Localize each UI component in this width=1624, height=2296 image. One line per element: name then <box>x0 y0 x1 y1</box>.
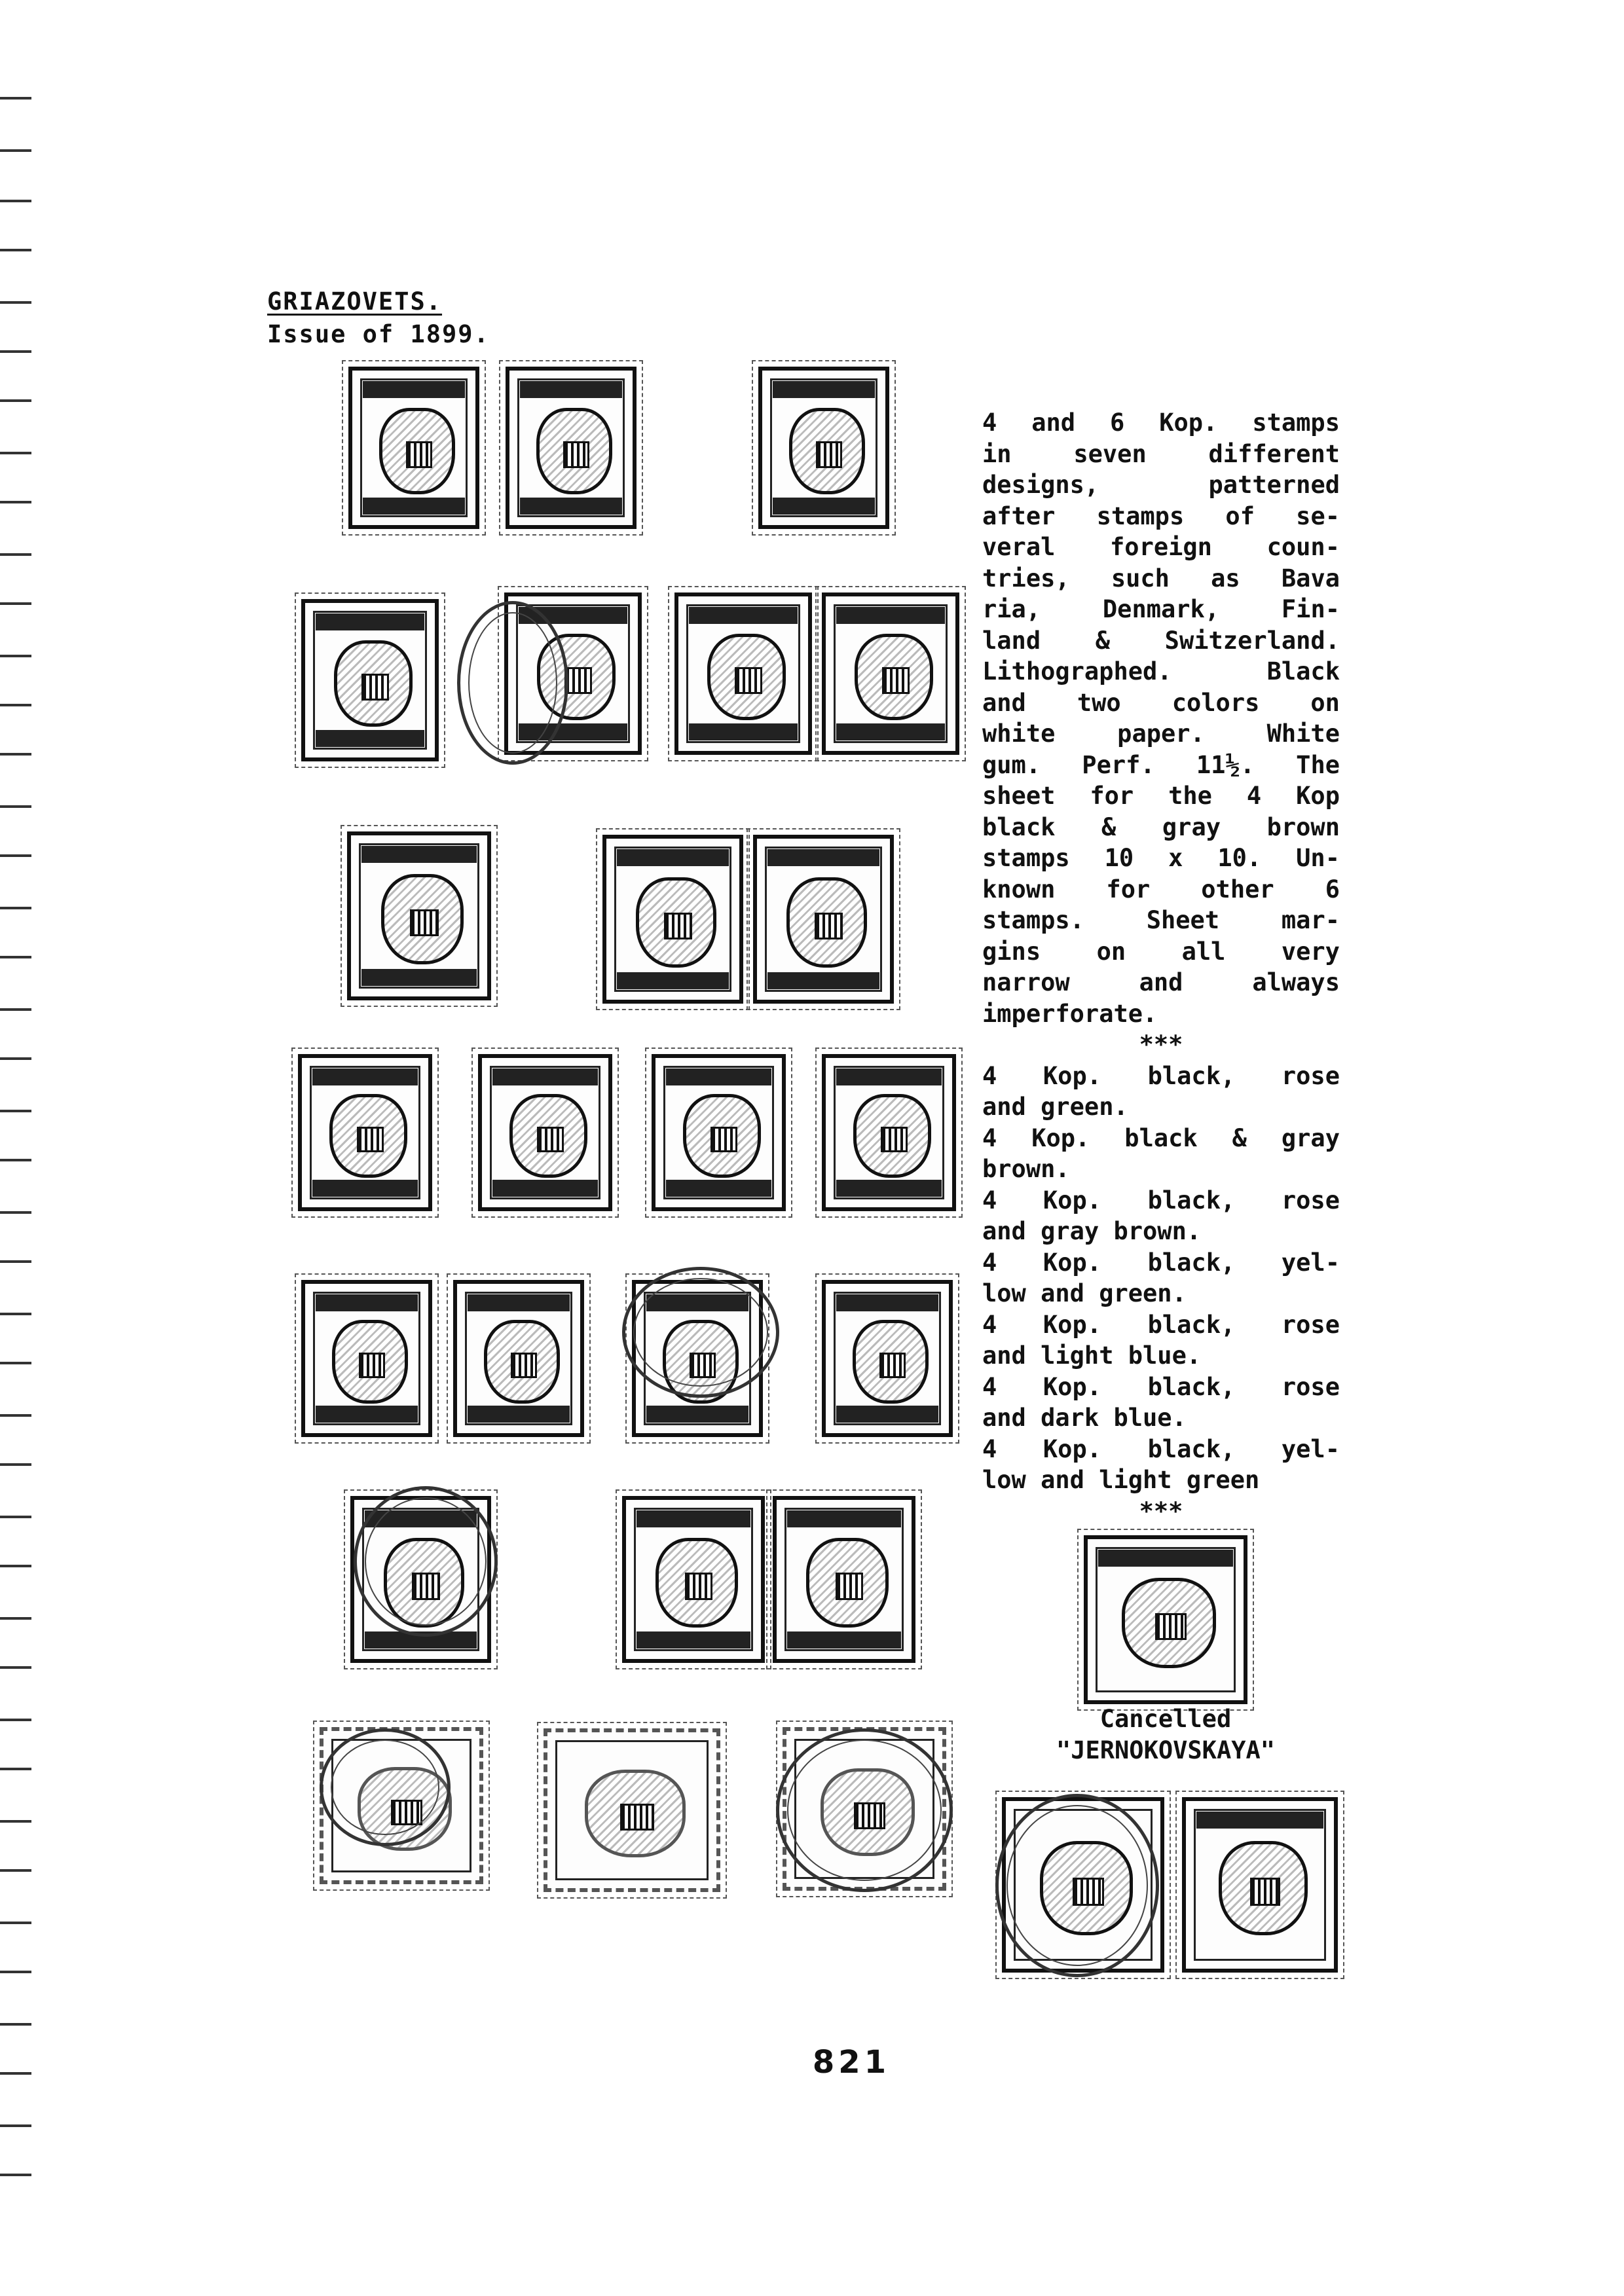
stamp-image <box>347 831 491 1000</box>
coat-of-arms-emblem <box>379 408 454 495</box>
seated-figure-emblem <box>786 877 868 968</box>
margin-tick <box>0 2174 31 2176</box>
caption-cancelled: Cancelled <box>1099 1705 1232 1733</box>
crown-emblem <box>484 1320 559 1404</box>
margin-tick <box>0 1617 31 1620</box>
description-line: and green. <box>982 1093 1128 1121</box>
description-line: 4 and 6 Kop. stamps <box>982 409 1340 437</box>
standing-figure-emblem <box>509 1094 587 1178</box>
margin-tick <box>0 97 31 100</box>
issue-subtitle: Issue of 1899. <box>267 320 490 348</box>
margin-tick <box>0 1057 31 1060</box>
postmark-cancel <box>354 1486 498 1637</box>
stamp-image <box>758 367 889 529</box>
description-line: imperforate. <box>982 999 1158 1028</box>
description-line: gum. Perf. 11½. The <box>982 750 1340 779</box>
description-line: low and light green <box>982 1466 1260 1494</box>
margin-tick <box>0 956 31 958</box>
stamp-image <box>453 1280 584 1437</box>
description-line: and light blue. <box>982 1341 1202 1370</box>
standing-figure-emblem <box>683 1094 760 1178</box>
stamp-image <box>622 1496 765 1663</box>
description-line: stamps 10 x 10. Un- <box>982 844 1340 872</box>
crowned-arms-emblem <box>1122 1578 1215 1668</box>
margin-tick <box>0 350 31 353</box>
stamp-image <box>544 1728 720 1892</box>
crowned-arms-emblem <box>1219 1841 1308 1935</box>
description-line: 4 Kop. black & gray <box>982 1123 1340 1152</box>
postmark-cancel <box>457 601 568 765</box>
stamp-image <box>602 835 743 1004</box>
description-line: brown. <box>982 1155 1070 1183</box>
stamp-image <box>822 1054 956 1211</box>
stamp-image <box>1084 1535 1247 1704</box>
description-line: *** <box>1139 1497 1183 1525</box>
seated-figure-emblem <box>636 877 717 968</box>
description-line: known for other 6 <box>982 875 1340 903</box>
description-line: in seven different <box>982 439 1340 468</box>
postmark-cancel <box>622 1267 779 1398</box>
margin-tick <box>0 1260 31 1263</box>
coat-of-arms-emblem <box>855 634 934 721</box>
postmark-cancel <box>776 1728 953 1892</box>
margin-tick <box>0 1666 31 1669</box>
stamp-image <box>301 599 439 761</box>
margin-tick <box>0 1414 31 1417</box>
margin-tick <box>0 301 31 304</box>
postmark-cancel <box>320 1728 451 1846</box>
description-line: after stamps of se- <box>982 501 1340 530</box>
margin-tick <box>0 1211 31 1214</box>
page-number: 821 <box>812 2044 891 2081</box>
margin-tick <box>0 149 31 152</box>
description-line: tries, such as Bava <box>982 564 1340 592</box>
margin-tick <box>0 200 31 202</box>
description-line: white paper. White <box>982 720 1340 748</box>
margin-tick <box>0 553 31 556</box>
oval-arms-emblem <box>655 1538 737 1627</box>
standing-figure-emblem <box>853 1094 931 1178</box>
standing-figure-emblem <box>329 1094 407 1178</box>
margin-tick <box>0 805 31 808</box>
seated-figure-emblem <box>381 874 464 964</box>
description-line: 4 Kop. black, rose <box>982 1310 1340 1339</box>
description-line: land & Switzerland. <box>982 626 1340 655</box>
description-line: 4 Kop. black, yel- <box>982 1248 1340 1277</box>
stamp-image <box>506 367 637 529</box>
margin-tick <box>0 1565 31 1567</box>
description-line: and gray brown. <box>982 1217 1202 1245</box>
coat-of-arms-emblem <box>585 1770 686 1857</box>
description-line: *** <box>1139 1030 1183 1059</box>
coat-of-arms-emblem <box>334 640 413 727</box>
description-line: veral foreign coun- <box>982 533 1340 561</box>
oval-arms-emblem <box>806 1538 888 1627</box>
description-line: sheet for the 4 Kop <box>982 782 1340 810</box>
stamp-image <box>753 835 894 1004</box>
margin-tick <box>0 655 31 657</box>
crown-emblem <box>853 1320 928 1404</box>
stamp-image <box>298 1054 432 1211</box>
margin-tick <box>0 1768 31 1770</box>
margin-tick <box>0 1922 31 1924</box>
coat-of-arms-emblem <box>789 408 864 495</box>
margin-tick <box>0 1362 31 1364</box>
coat-of-arms-emblem <box>536 408 612 495</box>
margin-tick <box>0 2124 31 2127</box>
margin-tick <box>0 907 31 909</box>
margin-tick <box>0 704 31 706</box>
description-line: 4 Kop. black, rose <box>982 1061 1340 1090</box>
margin-tick <box>0 2023 31 2026</box>
crown-emblem <box>332 1320 407 1404</box>
margin-tick <box>0 1516 31 1518</box>
description-line: narrow and always <box>982 968 1340 996</box>
stamp-image <box>674 592 812 755</box>
description-line: Lithographed. Black <box>982 657 1340 685</box>
description-line: low and green. <box>982 1279 1187 1307</box>
margin-tick <box>0 1869 31 1872</box>
description-line: black & gray brown <box>982 812 1340 841</box>
description-line: 4 Kop. black, yel- <box>982 1434 1340 1463</box>
margin-tick <box>0 753 31 756</box>
stamp-image <box>478 1054 612 1211</box>
margin-tick <box>0 399 31 402</box>
description-line: and dark blue. <box>982 1404 1187 1432</box>
description-line: gins on all very <box>982 937 1340 966</box>
stamp-image <box>652 1054 786 1211</box>
margin-tick <box>0 1719 31 1721</box>
margin-tick <box>0 1159 31 1161</box>
postmark-cancel <box>995 1794 1159 1977</box>
margin-tick <box>0 1820 31 1823</box>
description-line: stamps. Sheet mar- <box>982 906 1340 934</box>
margin-tick <box>0 249 31 251</box>
description-line: and two colors on <box>982 688 1340 717</box>
margin-tick <box>0 501 31 503</box>
caption-postmark-name: "JERNOKOVSKAYA" <box>1056 1736 1276 1764</box>
stamp-image <box>1182 1797 1338 1973</box>
margin-tick <box>0 452 31 454</box>
margin-tick <box>0 1463 31 1466</box>
description-line: 4 Kop. black, rose <box>982 1372 1340 1401</box>
description-line: ria, Denmark, Fin- <box>982 595 1340 623</box>
description-line: designs, patterned <box>982 471 1340 499</box>
margin-tick <box>0 602 31 605</box>
description-text <box>982 407 1340 1527</box>
stamp-image <box>301 1280 432 1437</box>
margin-tick <box>0 1110 31 1112</box>
margin-tick <box>0 1313 31 1315</box>
stamp-image <box>348 367 479 529</box>
coat-of-arms-emblem <box>707 634 786 721</box>
margin-tick <box>0 2072 31 2075</box>
stamp-image <box>822 1280 953 1437</box>
description-line: 4 Kop. black, rose <box>982 1186 1340 1214</box>
margin-tick <box>0 1971 31 1973</box>
margin-tick <box>0 1008 31 1011</box>
section-title: GRIAZOVETS. <box>267 287 443 316</box>
margin-tick <box>0 854 31 857</box>
stamp-image <box>773 1496 915 1663</box>
stamp-image <box>822 592 959 755</box>
